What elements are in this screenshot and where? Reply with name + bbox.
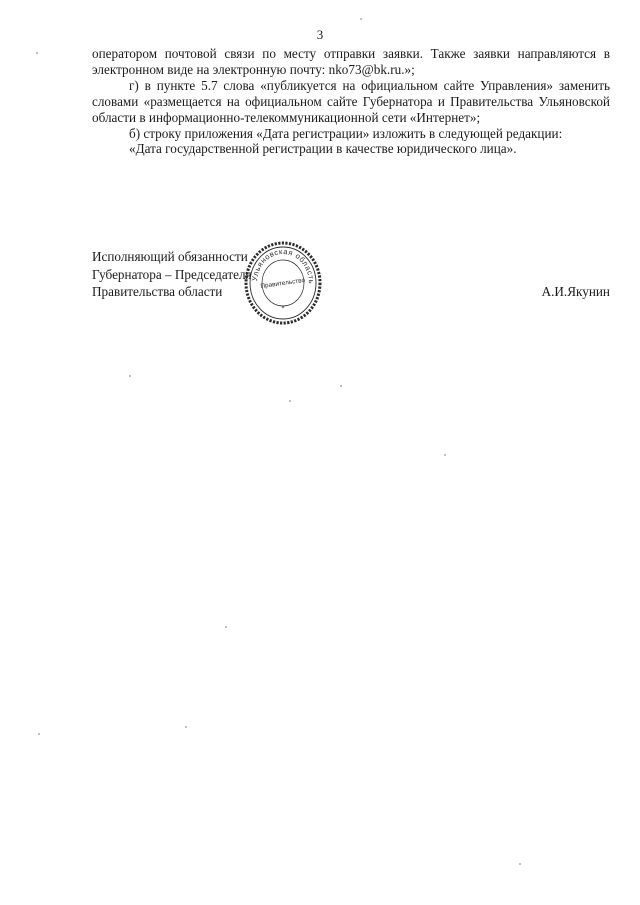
paragraph-4: «Дата государственной регистрации в качестве юридического лица». <box>129 141 517 157</box>
seal-graphic <box>243 240 323 326</box>
scan-speck <box>360 18 362 20</box>
scan-speck <box>38 733 40 735</box>
paragraph-3: б) строку приложения «Дата регистрации» изложить в следующей редакции: <box>129 125 563 141</box>
signer-name: А.И.Якунин <box>541 284 610 299</box>
signature-title-line-1: Исполняющий обязанности <box>92 249 248 264</box>
scan-speck <box>129 375 131 377</box>
signature-title-line-2: Губернатора – Председателя <box>92 266 252 282</box>
scan-speck <box>225 626 227 628</box>
official-seal <box>243 240 323 326</box>
paragraph-2: г) в пункте 5.7 слова «публикуется на официальном сайте Управления» заменить словами «размещается на официальном сайте Губернатора и Правительства Ульяновской области в информационно-телекоммуникационной сети «Интернет»; <box>92 77 610 125</box>
scan-speck <box>340 385 342 387</box>
scan-speck <box>289 400 291 402</box>
seal-center-text: Правительство <box>260 276 306 291</box>
scan-speck <box>36 52 38 54</box>
paragraph-1: оператором почтовой связи по месту отправки заявки. Также заявки направляются в электронном виде на электронную почту: nko73@bk.ru.»; <box>92 46 610 77</box>
scan-speck <box>519 863 521 865</box>
scan-speck <box>444 454 446 456</box>
scan-speck <box>185 726 187 728</box>
signature-block <box>92 248 610 301</box>
document-body <box>92 46 610 157</box>
seal-ring-text: Ульяновская область <box>250 246 317 285</box>
seal-star-icon: * <box>281 305 285 312</box>
page-number: 3 <box>316 27 324 42</box>
signature-title-line-3: Правительства области <box>92 284 223 299</box>
